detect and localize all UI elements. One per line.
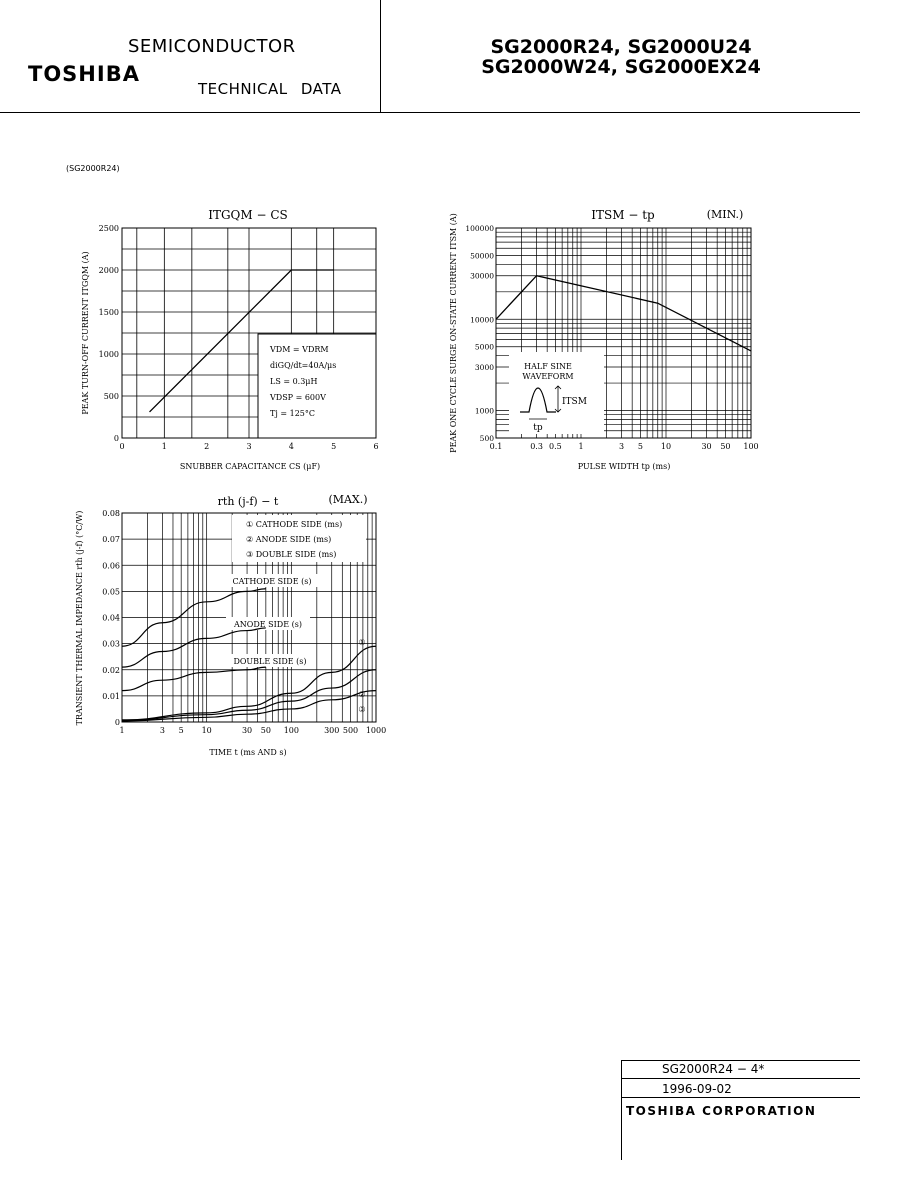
header-doc-type: TECHNICAL DATA xyxy=(198,80,342,98)
chart2-xtick-label: 0.1 xyxy=(489,442,503,451)
chart3-title: rth (j-f) − t xyxy=(217,495,279,508)
chart2-xticks xyxy=(490,442,759,451)
chart2-ytick-label: 5000 xyxy=(474,342,494,352)
chart3-title-note: (MAX.) xyxy=(328,493,368,506)
chart2-inset-label-1: HALF SINE xyxy=(524,362,572,371)
chart3-legend-1: ① CATHODE SIDE (ms) xyxy=(246,520,343,529)
header-category: SEMICONDUCTOR xyxy=(128,36,296,57)
chart1-xtick-label: 2 xyxy=(204,442,210,451)
chart3-series-line xyxy=(122,667,266,691)
chart1-ytick-label: 0 xyxy=(113,434,119,443)
chart2-ytick-label: 500 xyxy=(479,434,494,443)
device-sublabel: (SG2000R24) xyxy=(66,164,120,173)
chart2-xtick-label: 3 xyxy=(619,442,625,451)
chart3-xtick-label: 3 xyxy=(159,726,165,735)
chart2-ytick-label: 10000 xyxy=(470,315,494,325)
chart-rth-t xyxy=(60,490,400,770)
footer-company: TOSHIBA CORPORATION xyxy=(626,1104,817,1118)
chart3-curve-label-cathode: CATHODE SIDE (s) xyxy=(232,577,312,586)
chart2-inset-tp: tp xyxy=(533,423,543,433)
chart2-yticks xyxy=(465,224,494,443)
chart1-condition-text: LS = 0.3μH xyxy=(270,377,318,386)
chart2-xtick-label: 10 xyxy=(660,442,672,451)
footer-doc-number: SG2000R24 − 4* xyxy=(662,1062,765,1076)
toshiba-logo: TOSHIBA xyxy=(28,62,140,86)
chart2-xtick-label: 30 xyxy=(701,442,712,451)
chart3-ytick-label: 0.01 xyxy=(102,691,120,701)
footer-left-line xyxy=(621,1060,622,1160)
chart1-xtick-label: 5 xyxy=(331,442,337,451)
chart3-ytick-label: 0.07 xyxy=(102,535,120,545)
chart1-condition-text: VDSP = 600V xyxy=(270,393,326,402)
chart3-series-line xyxy=(122,670,376,721)
chart3-marker-2: ② xyxy=(358,690,366,699)
chart2-xtick-label: 0.5 xyxy=(549,442,562,451)
chart3-xticks xyxy=(119,726,386,735)
chart2-xtick-label: 5 xyxy=(637,442,643,451)
chart1-ylabel: PEAK TURN-OFF CURRENT ITGQM (A) xyxy=(81,251,90,415)
chart2-ylabel: PEAK ONE CYCLE SURGE ON-STATE CURRENT ITSM (A) xyxy=(449,213,458,453)
chart1-condition-text: diGQ/dt=40A/μs xyxy=(270,361,337,370)
part-numbers-line1: SG2000R24, SG2000U24 xyxy=(490,36,752,58)
header-divider-vertical xyxy=(380,0,381,112)
chart2-ytick-label: 30000 xyxy=(470,271,494,281)
chart2-inset-itsm: ITSM xyxy=(562,397,587,407)
chart1-xtick-label: 6 xyxy=(373,442,379,451)
chart1-title: ITGQM − CS xyxy=(208,208,288,222)
chart2-ytick-label: 50000 xyxy=(470,251,494,261)
chart3-ytick-label: 0.04 xyxy=(102,613,120,623)
chart3-ytick-label: 0.05 xyxy=(102,587,120,597)
chart2-xtick-label: 1 xyxy=(578,442,584,451)
chart3-ylabel: TRANSIENT THERMAL IMPEDANCE rth (j-f) (°C/W) xyxy=(75,510,84,726)
chart3-ytick-label: 0.06 xyxy=(102,561,120,571)
footer-date: 1996-09-02 xyxy=(662,1082,732,1096)
chart3-legend-2: ② ANODE SIDE (ms) xyxy=(246,535,332,544)
chart3-ytick-label: 0.02 xyxy=(102,665,120,675)
chart1-ytick-label: 2500 xyxy=(98,224,119,233)
footer-date-line xyxy=(621,1097,860,1098)
chart1-condition-text: VDM = VDRM xyxy=(270,345,329,354)
chart3-marker-3: ③ xyxy=(358,705,366,714)
chart3-ytick-label: 0.08 xyxy=(102,509,120,518)
chart2-xtick-label: 100 xyxy=(743,442,759,451)
chart1-xtick-label: 3 xyxy=(246,442,252,451)
chart2-ytick-label: 1000 xyxy=(474,406,494,416)
chart1-condition-text: Tj = 125°C xyxy=(270,409,315,418)
chart2-xlabel: PULSE WIDTH tp (ms) xyxy=(577,462,671,471)
footer-mid-line xyxy=(621,1078,860,1079)
chart1-ytick-label: 2000 xyxy=(98,266,119,275)
chart3-curve-label-anode: ANODE SIDE (s) xyxy=(234,620,302,629)
chart2-inset-label-2: WAVEFORM xyxy=(522,372,574,381)
chart2-xtick-label: 0.3 xyxy=(530,442,543,451)
part-numbers-line2: SG2000W24, SG2000EX24 xyxy=(481,56,761,78)
chart3-xtick-label: 50 xyxy=(260,726,271,735)
chart1-xtick-label: 1 xyxy=(161,442,167,451)
chart1-xtick-label: 0 xyxy=(119,442,125,451)
chart2-ytick-label: 100000 xyxy=(465,224,494,233)
chart2-title: ITSM − tp xyxy=(591,208,655,222)
chart1-ytick-label: 500 xyxy=(103,392,119,401)
footer-top-line xyxy=(621,1060,860,1061)
chart2-ytick-label: 3000 xyxy=(474,362,494,372)
chart3-ytick-label: 0 xyxy=(114,718,120,727)
chart3-marker-1: ① xyxy=(358,638,366,647)
chart3-legend-3: ③ DOUBLE SIDE (ms) xyxy=(246,550,337,559)
chart1-ytick-label: 1500 xyxy=(98,308,119,317)
chart3-ytick-label: 0.03 xyxy=(102,639,120,649)
chart1-xtick-label: 4 xyxy=(288,442,294,451)
chart3-xtick-label: 1 xyxy=(119,726,125,735)
chart3-xtick-label: 5 xyxy=(178,726,184,735)
chart3-xtick-label: 100 xyxy=(283,726,299,735)
chart1-ytick-label: 1000 xyxy=(98,350,119,359)
chart2-xtick-label: 50 xyxy=(720,442,731,451)
chart3-xtick-label: 30 xyxy=(241,726,253,735)
chart1-xticks xyxy=(119,442,378,451)
chart3-yticks xyxy=(102,509,120,727)
chart1-xlabel: SNUBBER CAPACITANCE CS (μF) xyxy=(179,462,321,471)
chart-itsm-tp xyxy=(440,200,770,480)
chart3-xtick-label: 500 xyxy=(342,726,359,735)
chart3-xlabel: TIME t (ms AND s) xyxy=(209,748,287,757)
chart-itgqm-cs xyxy=(60,200,390,480)
chart3-curve-label-double: DOUBLE SIDE (s) xyxy=(233,657,307,666)
chart3-xtick-label: 10 xyxy=(201,726,212,735)
chart1-yticks xyxy=(99,224,119,443)
header-divider-horizontal xyxy=(0,112,860,113)
chart3-xtick-label: 300 xyxy=(324,726,340,735)
chart2-title-note: (MIN.) xyxy=(706,208,744,221)
chart3-xtick-label: 1000 xyxy=(365,726,387,735)
